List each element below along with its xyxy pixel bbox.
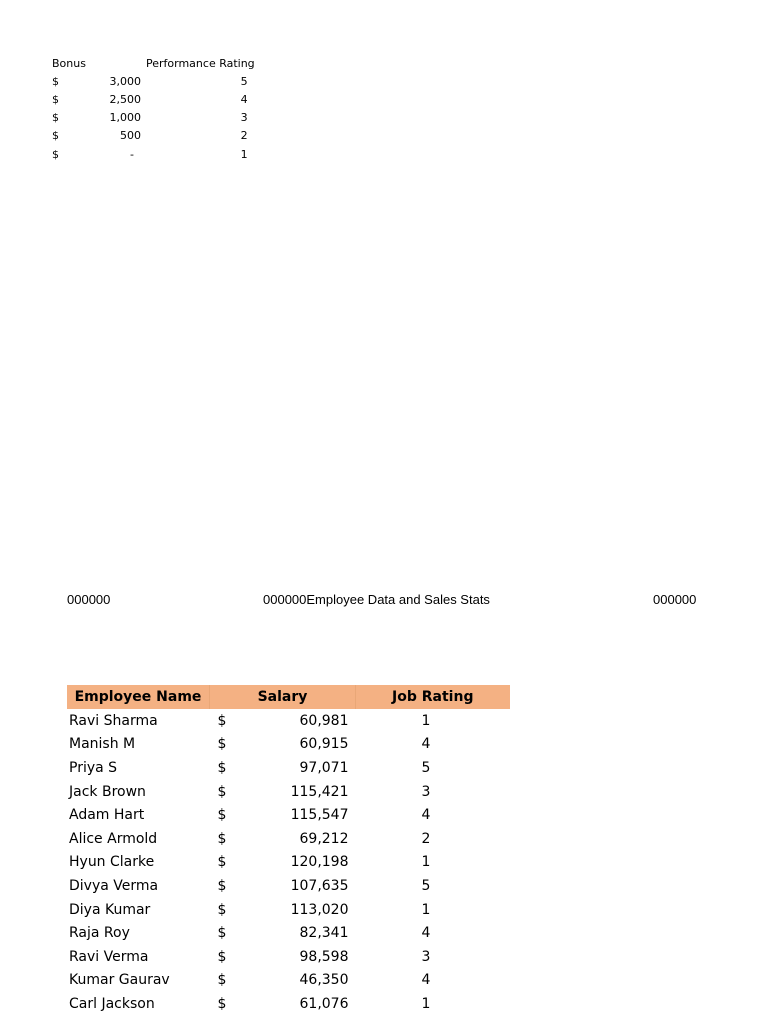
salary-cell[interactable]: 115,421 [290,783,349,800]
salary-currency-cell[interactable]: $ [217,877,227,894]
bonus-amount-cell[interactable]: 2,500 [109,92,141,106]
table-row [67,992,510,1016]
header-right-text: 000000 [653,592,697,607]
job-rating-cell[interactable]: 1 [421,712,431,729]
bonus-amount-cell[interactable]: 1,000 [109,111,141,125]
table-row [67,733,510,757]
job-rating-cell[interactable]: 1 [421,854,431,871]
job-rating-cell[interactable]: 1 [421,901,431,918]
job-rating-cell[interactable]: 1 [421,995,431,1012]
bonus-rating-cell[interactable]: 5 [240,74,248,88]
salary-currency-cell[interactable]: $ [217,972,227,989]
salary-header[interactable]: Salary [210,685,356,709]
bonus-rating-cell[interactable]: 3 [240,111,248,125]
table-row [67,851,510,875]
salary-cell[interactable]: 97,071 [299,759,349,776]
salary-cell[interactable]: 120,198 [290,854,349,871]
salary-currency-cell[interactable]: $ [217,759,227,776]
salary-cell[interactable]: 46,350 [299,972,349,989]
salary-currency-cell[interactable]: $ [217,901,227,918]
bonus-currency-cell[interactable]: $ [52,74,59,88]
bonus-currency-cell[interactable]: $ [52,147,59,161]
bonus-row [52,127,255,145]
header-left-text: 000000 [67,592,111,607]
salary-currency-cell[interactable]: $ [217,854,227,871]
bonus-rating-cell[interactable]: 2 [240,129,248,143]
employee-table-header-row [67,685,510,709]
table-row [67,874,510,898]
employee-name-header[interactable]: Employee Name [67,685,210,709]
job-rating-cell[interactable]: 4 [421,972,431,989]
employee-name-cell[interactable]: Priya S [69,759,118,776]
bonus-row [52,109,255,127]
bonus-header[interactable]: Bonus [52,56,86,70]
employee-name-cell[interactable]: Kumar Gaurav [69,972,170,989]
performance-rating-header[interactable]: Performance Rating [146,56,255,70]
table-row [67,921,510,945]
employee-name-cell[interactable]: Jack Brown [69,783,146,800]
bonus-table-header-row [52,54,255,72]
table-row [67,945,510,969]
employee-table [67,685,510,1016]
bonus-row [52,145,255,163]
salary-cell[interactable]: 115,547 [290,807,349,824]
salary-currency-cell[interactable]: $ [217,783,227,800]
page-header [0,592,768,610]
employee-name-cell[interactable]: Adam Hart [69,807,145,824]
table-row [67,780,510,804]
table-row [67,709,510,733]
salary-currency-cell[interactable]: $ [217,948,227,965]
salary-currency-cell[interactable]: $ [217,712,227,729]
bonus-table [52,54,255,163]
salary-currency-cell[interactable]: $ [217,807,227,824]
employee-name-cell[interactable]: Ravi Sharma [69,712,158,729]
salary-cell[interactable]: 107,635 [290,877,349,894]
salary-cell[interactable]: 69,212 [299,830,349,847]
job-rating-cell[interactable]: 5 [421,877,431,894]
salary-cell[interactable]: 98,598 [299,948,349,965]
bonus-rating-cell[interactable]: 1 [240,147,248,161]
job-rating-cell[interactable]: 3 [421,948,431,965]
bonus-amount-cell[interactable]: 3,000 [109,74,141,88]
job-rating-cell[interactable]: 3 [421,783,431,800]
job-rating-cell[interactable]: 5 [421,759,431,776]
salary-currency-cell[interactable]: $ [217,995,227,1012]
employee-name-cell[interactable]: Ravi Verma [69,948,149,965]
job-rating-cell[interactable]: 4 [421,925,431,942]
employee-name-cell[interactable]: Carl Jackson [69,995,155,1012]
table-row [67,756,510,780]
salary-cell[interactable]: 82,341 [299,925,349,942]
bonus-currency-cell[interactable]: $ [52,129,59,143]
bonus-rating-cell[interactable]: 4 [240,92,248,106]
job-rating-cell[interactable]: 2 [421,830,431,847]
table-row [67,969,510,993]
employee-name-cell[interactable]: Alice Armold [69,830,158,847]
salary-currency-cell[interactable]: $ [217,925,227,942]
bonus-currency-cell[interactable]: $ [52,111,59,125]
table-row [67,803,510,827]
employee-name-cell[interactable]: Manish M [69,736,136,753]
salary-cell[interactable]: 60,915 [299,736,349,753]
employee-name-cell[interactable]: Divya Verma [69,877,159,894]
salary-currency-cell[interactable]: $ [217,736,227,753]
job-rating-header[interactable]: Job Rating [356,685,510,709]
salary-cell[interactable]: 60,981 [299,712,349,729]
salary-currency-cell[interactable]: $ [217,830,227,847]
header-center-title: 000000Employee Data and Sales Stats [263,592,490,607]
salary-cell[interactable]: 61,076 [299,995,349,1012]
salary-cell[interactable]: 113,020 [290,901,349,918]
bonus-row [52,90,255,108]
bonus-row [52,72,255,90]
employee-name-cell[interactable]: Hyun Clarke [69,854,155,871]
job-rating-cell[interactable]: 4 [421,807,431,824]
bonus-currency-cell[interactable]: $ [52,92,59,106]
table-row [67,827,510,851]
bonus-amount-cell[interactable]: - [130,147,134,161]
bonus-amount-cell[interactable]: 500 [120,129,141,143]
job-rating-cell[interactable]: 4 [421,736,431,753]
employee-name-cell[interactable]: Diya Kumar [69,901,151,918]
employee-name-cell[interactable]: Raja Roy [69,925,130,942]
table-row [67,898,510,922]
